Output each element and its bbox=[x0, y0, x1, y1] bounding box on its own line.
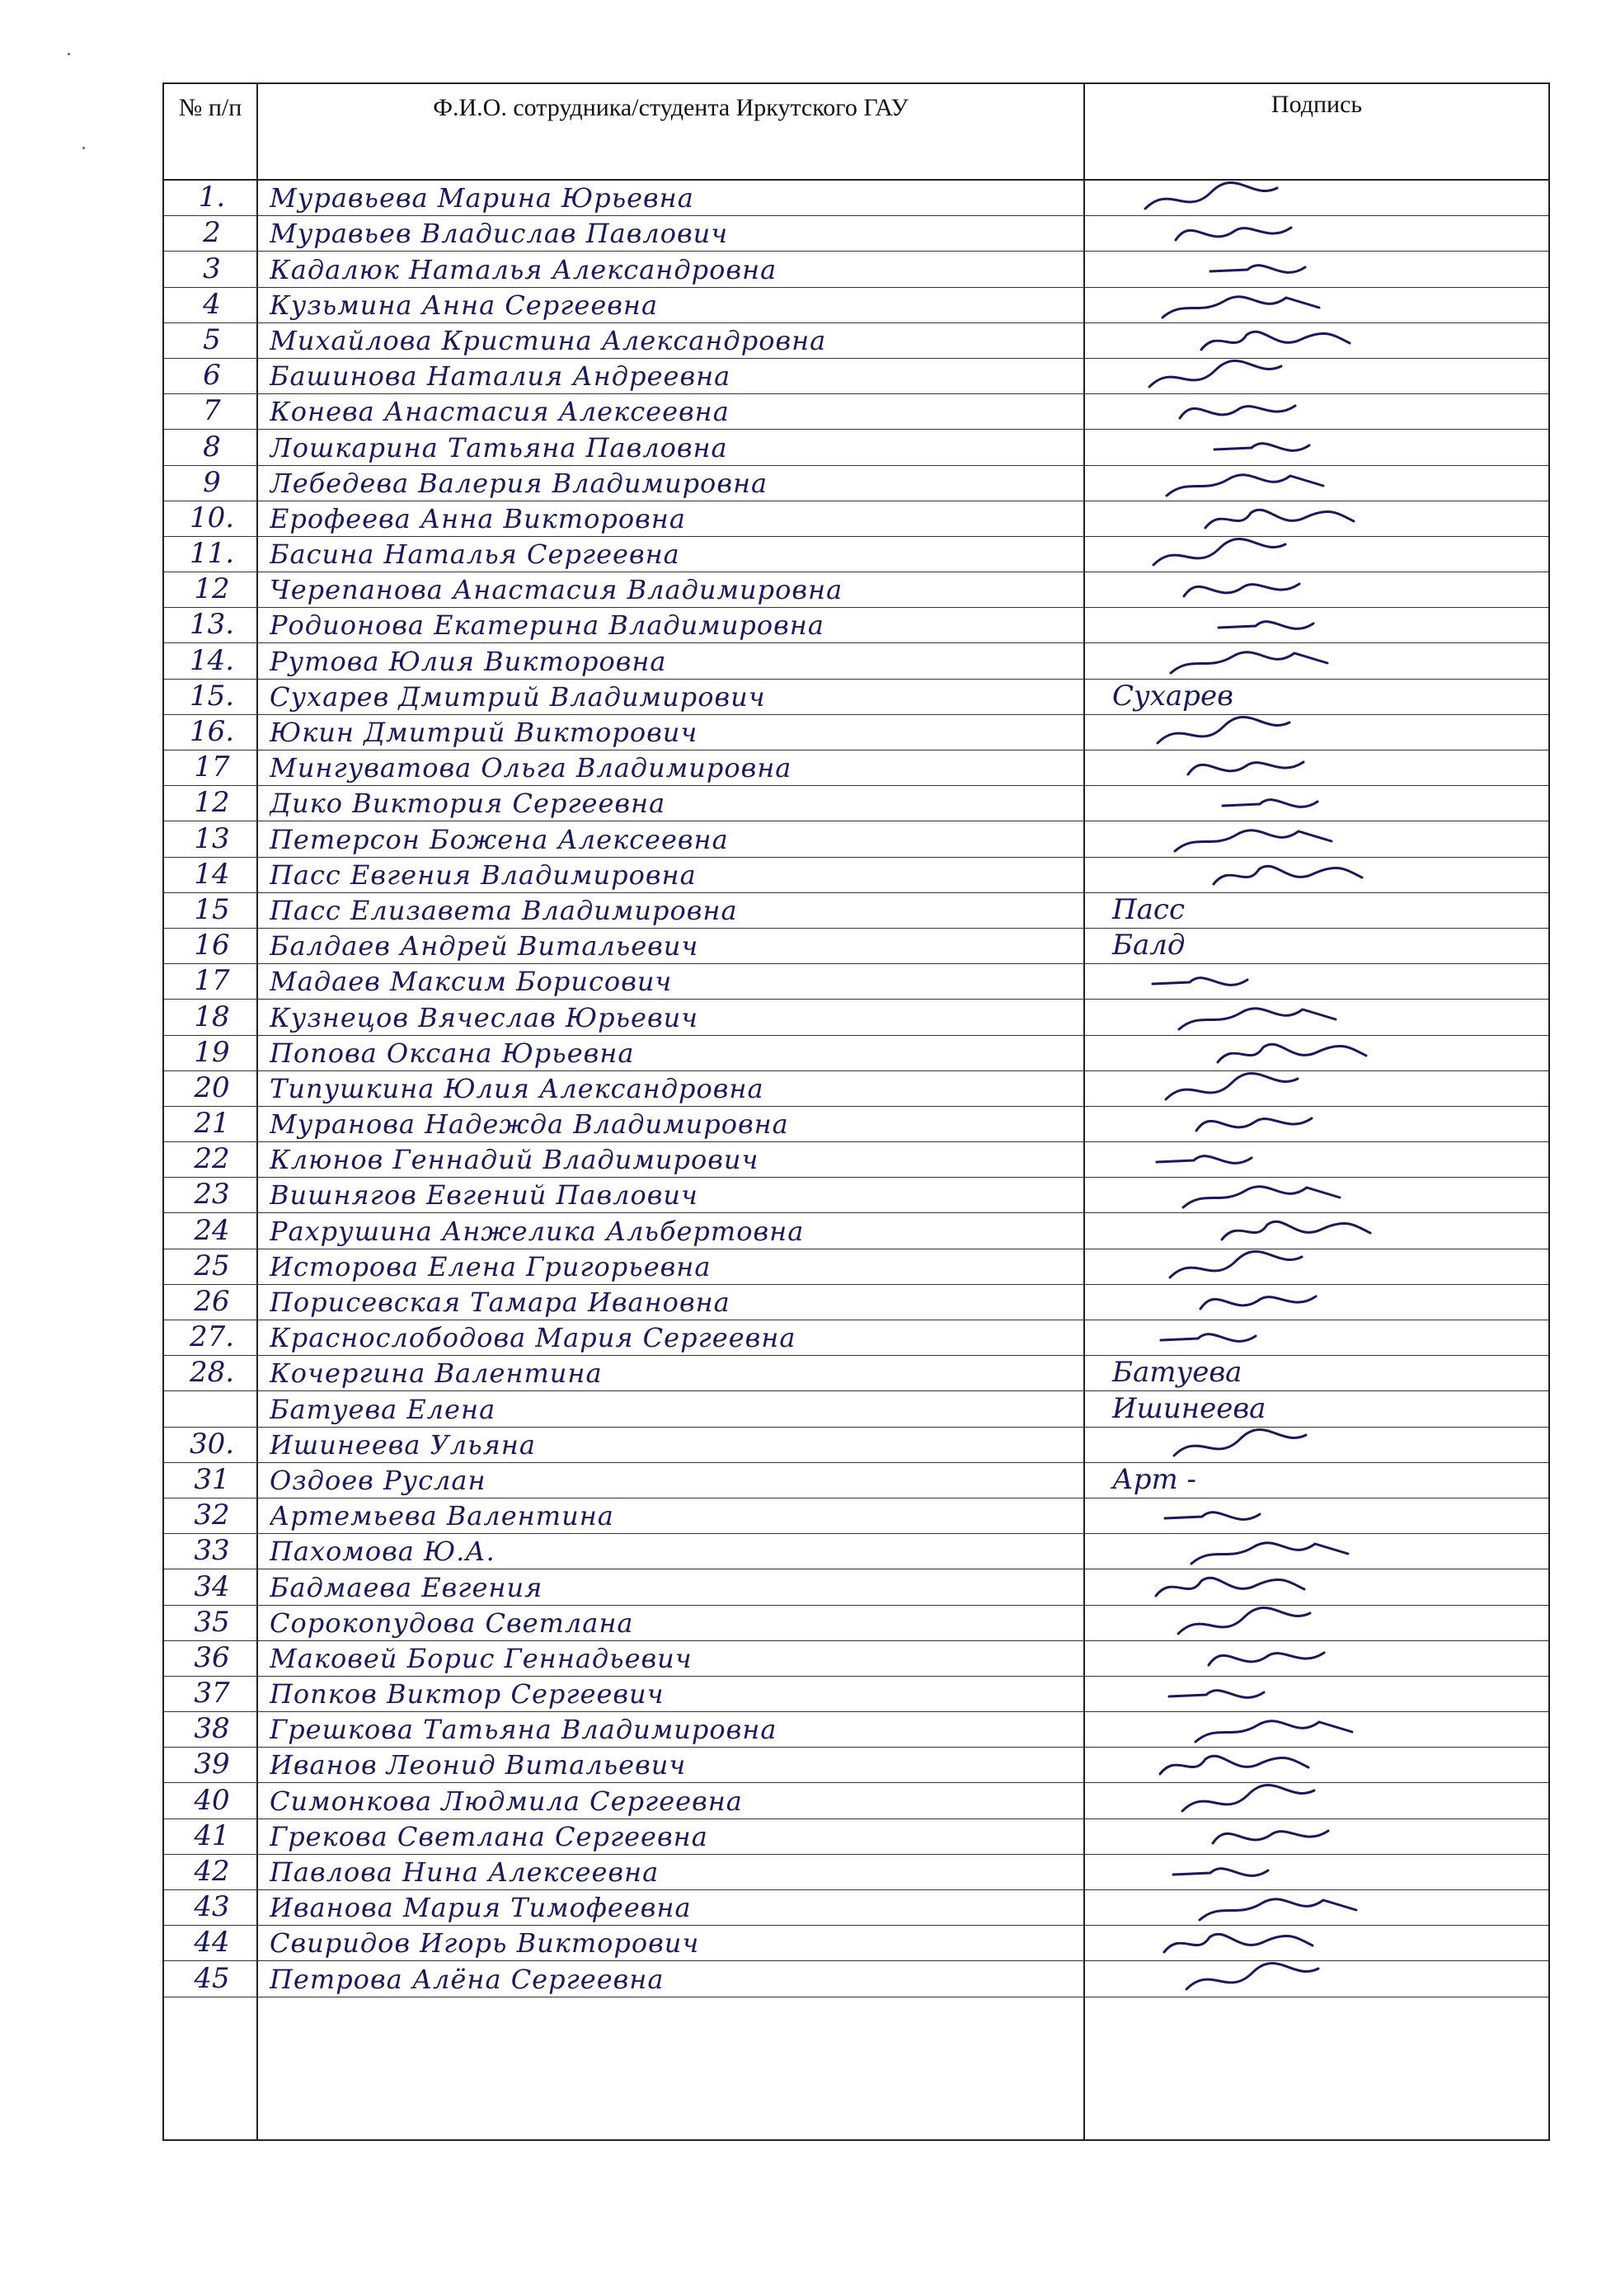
row-number: 25 bbox=[194, 1249, 230, 1282]
row-full-name: Муранова Надежда Владимировна bbox=[270, 1108, 789, 1141]
row-full-name: Михайлова Кристина Александровна bbox=[270, 324, 827, 356]
row-full-name: Рутова Юлия Викторовна bbox=[270, 645, 667, 677]
row-full-name: Дико Виктория Сергеевна bbox=[270, 788, 666, 820]
row-full-name: Сорокопудова Светлана bbox=[270, 1607, 634, 1639]
row-number: 15. bbox=[189, 679, 235, 713]
scan-speck bbox=[68, 53, 70, 55]
row-full-name: Мингуватова Ольга Владимировна bbox=[270, 752, 792, 784]
row-number: 13. bbox=[189, 608, 235, 642]
row-number: 20 bbox=[194, 1070, 230, 1104]
row-number: 26 bbox=[194, 1285, 230, 1318]
row-full-name: Лошкарина Татьяна Павловна bbox=[270, 431, 728, 463]
row-full-name: Свиридов Игорь Викторович bbox=[270, 1927, 700, 1960]
handwritten-signature bbox=[1133, 1423, 1380, 1466]
row-full-name: Клюнов Геннадий Владимирович bbox=[270, 1144, 759, 1176]
row-full-name: Пахомова Ю.А. bbox=[270, 1536, 496, 1568]
header-signature: Подпись bbox=[1271, 91, 1363, 118]
table-row bbox=[164, 1356, 1548, 1391]
row-full-name: Родионова Екатерина Владимировна bbox=[270, 609, 824, 642]
row-number: 23 bbox=[194, 1178, 230, 1212]
table-row bbox=[164, 643, 1548, 679]
row-number: 11. bbox=[189, 537, 235, 571]
row-full-name: Петерсон Божена Алексеевна bbox=[270, 823, 729, 855]
row-full-name: Конева Анастасия Алексеевна bbox=[270, 396, 730, 428]
row-number: 21 bbox=[194, 1107, 230, 1141]
row-full-name: Маковей Борис Геннадьевич bbox=[270, 1642, 693, 1674]
row-full-name: Типушкина Юлия Александровна bbox=[270, 1072, 764, 1104]
row-number: 32 bbox=[194, 1499, 230, 1532]
table-header bbox=[164, 84, 1548, 181]
row-full-name: Грекова Светлана Сергеевна bbox=[270, 1820, 708, 1852]
row-full-name: Исторова Елена Григорьевна bbox=[270, 1250, 712, 1282]
row-number: 31 bbox=[194, 1462, 230, 1496]
row-number: 44 bbox=[194, 1926, 230, 1960]
scan-speck bbox=[82, 147, 85, 149]
row-full-name: Лебедева Валерия Владимировна bbox=[270, 467, 768, 499]
row-full-name: Батуева Елена bbox=[270, 1393, 496, 1425]
row-full-name: Оздоев Руслан bbox=[270, 1464, 486, 1496]
row-number: 13 bbox=[194, 821, 230, 855]
row-number: 22 bbox=[194, 1142, 230, 1176]
row-number: 45 bbox=[194, 1961, 230, 1995]
row-full-name: Басина Наталья Сергеевна bbox=[270, 539, 680, 571]
row-full-name: Сухарев Дмитрий Владимирович bbox=[270, 680, 766, 713]
row-number: 5 bbox=[203, 322, 221, 356]
row-number: 14. bbox=[189, 643, 235, 677]
row-full-name: Кадалюк Наталья Александровна bbox=[270, 253, 777, 285]
handwritten-signature bbox=[1130, 638, 1377, 681]
row-number: 12 bbox=[194, 572, 230, 606]
row-full-name: Павлова Нина Алексеевна bbox=[270, 1856, 660, 1888]
table-row bbox=[164, 858, 1548, 893]
header-name: Ф.И.О. сотрудника/студента Иркутского ГАУ bbox=[433, 94, 909, 121]
row-number: 17 bbox=[194, 750, 230, 784]
row-full-name: Порисевская Тамара Ивановна bbox=[270, 1287, 730, 1318]
handwritten-signature-text: Пасс bbox=[1112, 892, 1186, 926]
handwritten-signature-text: Арт - bbox=[1112, 1462, 1197, 1496]
header-number: № п/п bbox=[178, 94, 242, 121]
row-full-name: Петрова Алёна Сергеевна bbox=[270, 1963, 665, 1995]
row-number: 7 bbox=[203, 394, 221, 428]
row-full-name: Краснослободова Мария Сергеевна bbox=[270, 1322, 796, 1354]
row-full-name: Кочергина Валентина bbox=[270, 1357, 603, 1390]
row-number: 36 bbox=[194, 1640, 230, 1674]
row-number: 27. bbox=[189, 1320, 235, 1354]
row-full-name: Кузнецов Вячеслав Юрьевич bbox=[270, 1001, 699, 1033]
row-number: 42 bbox=[194, 1855, 230, 1888]
row-number: 38 bbox=[194, 1712, 230, 1746]
row-number: 17 bbox=[194, 964, 230, 998]
table-row bbox=[164, 893, 1548, 929]
handwritten-signature-text: Балд bbox=[1112, 929, 1186, 962]
table-row bbox=[164, 1428, 1548, 1463]
row-number: 33 bbox=[194, 1534, 230, 1568]
row-number: 14 bbox=[194, 857, 230, 891]
row-number: 6 bbox=[203, 359, 221, 393]
row-number: 16 bbox=[194, 929, 230, 962]
row-number: 18 bbox=[194, 1000, 230, 1033]
row-full-name: Артемьева Валентина bbox=[270, 1500, 614, 1532]
row-full-name: Пасс Елизавета Владимировна bbox=[270, 894, 738, 926]
row-full-name: Балдаев Андрей Витальевич bbox=[270, 930, 699, 962]
row-full-name: Ишинеева Ульяна bbox=[270, 1428, 536, 1461]
row-number: 4 bbox=[203, 287, 221, 321]
handwritten-signature-text: Батуева bbox=[1112, 1356, 1242, 1390]
handwritten-signature bbox=[1116, 1315, 1363, 1358]
row-number: 35 bbox=[194, 1605, 230, 1639]
row-number: 12 bbox=[194, 786, 230, 820]
row-number: 8 bbox=[203, 430, 221, 463]
row-full-name: Иванова Мария Тимофеевна bbox=[270, 1892, 692, 1924]
table-row bbox=[164, 1961, 1548, 1997]
row-number: 28. bbox=[189, 1356, 235, 1390]
row-full-name: Рахрушина Анжелика Альбертовна bbox=[270, 1215, 805, 1247]
row-full-name: Муравьев Владислав Павлович bbox=[270, 218, 729, 250]
row-number: 30. bbox=[189, 1427, 235, 1461]
row-number: 39 bbox=[194, 1748, 230, 1781]
attendance-table bbox=[162, 82, 1550, 2141]
row-number: 9 bbox=[203, 465, 221, 499]
handwritten-signature-text: Ишинеева bbox=[1112, 1391, 1266, 1425]
row-number: 3 bbox=[203, 252, 221, 285]
row-full-name: Симонкова Людмила Сергеевна bbox=[270, 1785, 743, 1817]
handwritten-signature-text: Сухарев bbox=[1112, 679, 1233, 713]
row-full-name: Кузьмина Анна Сергеевна bbox=[270, 289, 659, 321]
row-full-name: Бадмаева Евгения bbox=[270, 1571, 543, 1603]
row-full-name: Юкин Дмитрий Викторович bbox=[270, 717, 698, 748]
handwritten-signature bbox=[1145, 1956, 1393, 1999]
row-full-name: Грешкова Татьяна Владимировна bbox=[270, 1714, 777, 1746]
table-row bbox=[164, 1320, 1548, 1356]
row-number: 43 bbox=[194, 1890, 230, 1924]
row-full-name: Вишнягов Евгений Павлович bbox=[270, 1179, 698, 1212]
row-number: 2 bbox=[203, 216, 221, 250]
row-number: 15 bbox=[194, 892, 230, 926]
row-number: 16. bbox=[189, 715, 235, 748]
row-number: 40 bbox=[194, 1783, 230, 1817]
row-full-name: Башинова Наталия Андреевна bbox=[270, 360, 731, 393]
row-full-name: Попков Виктор Сергеевич bbox=[270, 1678, 665, 1710]
row-number: 41 bbox=[194, 1818, 230, 1852]
row-full-name: Иванов Леонид Витальевич bbox=[270, 1749, 687, 1781]
row-number: 19 bbox=[194, 1035, 230, 1069]
row-full-name: Черепанова Анастасия Владимировна bbox=[270, 574, 843, 606]
row-number: 24 bbox=[194, 1213, 230, 1247]
handwritten-signature bbox=[1164, 853, 1411, 896]
row-number: 10. bbox=[189, 501, 235, 534]
row-full-name: Ерофеева Анна Викторовна bbox=[270, 502, 686, 534]
row-number: 34 bbox=[194, 1569, 230, 1603]
row-number: 37 bbox=[194, 1677, 230, 1710]
row-number: 1. bbox=[198, 181, 226, 214]
row-full-name: Мадаев Максим Борисович bbox=[270, 966, 673, 998]
row-full-name: Пасс Евгения Владимировна bbox=[270, 859, 697, 891]
table-body bbox=[164, 181, 1548, 1997]
row-full-name: Попова Оксана Юрьевна bbox=[270, 1037, 635, 1069]
row-full-name: Муравьева Марина Юрьевна bbox=[270, 182, 694, 214]
